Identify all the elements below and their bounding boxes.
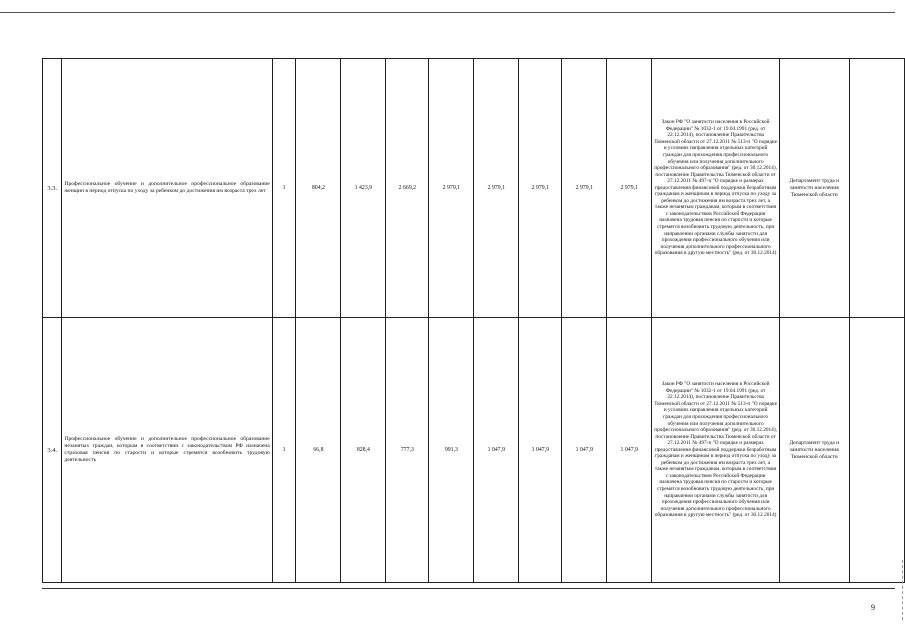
- responsible-department: Департамент труда и занятости населения Тюменской области: [780, 318, 850, 583]
- measure-name: Профессиональное обучение и дополнительное профессиональное образование незанятых граждан, которым в соответствии с законодательством РФ назначена страховая пенсия по старости и которые стремятся возобновить трудовую деятельность: [62, 318, 272, 583]
- bottom-rule: [42, 588, 895, 589]
- top-rule: [0, 12, 895, 13]
- value-cell: 804,2: [296, 59, 341, 318]
- value-cell: 1 423,9: [341, 59, 386, 318]
- value-cell: 777,3: [386, 318, 429, 583]
- table-row: [43, 318, 905, 583]
- program-table: [42, 58, 905, 583]
- value-cell: 66,8: [296, 318, 341, 583]
- table-row: [43, 59, 905, 318]
- empty-cell: [849, 318, 904, 583]
- value-cell: 828,4: [341, 318, 386, 583]
- value-cell: 2 979,1: [607, 59, 652, 318]
- unit-cell: 1: [272, 59, 296, 318]
- row-number: 3.3.: [43, 59, 62, 318]
- responsible-department: Департамент труда и занятости населения Тюменской области: [780, 59, 850, 318]
- value-cell: 2 669,2: [386, 59, 429, 318]
- value-cell: 2 979,1: [429, 59, 474, 318]
- unit-cell: 1: [272, 318, 296, 583]
- value-cell: 2 979,1: [519, 59, 562, 318]
- row-number: 3.4.: [43, 318, 62, 583]
- value-cell: 1 047,9: [519, 318, 562, 583]
- value-cell: 1 047,9: [562, 318, 607, 583]
- value-cell: 2 979,1: [474, 59, 519, 318]
- value-cell: 2 979,1: [562, 59, 607, 318]
- value-cell: 991,3: [429, 318, 474, 583]
- value-cell: 1 047,9: [607, 318, 652, 583]
- legal-basis: Закон РФ "О занятости населения в Российской Федерации" № 1032-1 от 19.04.1991 (ред. от 22.12.2014), постановление Правительства Тюменской области от 27.12.2011 № 513-п "О порядке и условиях направления отдельных категорий граждан для прохождения профессионального обучения или получения дополнительного профессионального образования" (ред. от 30.12.2014), постановление Правительства Тюменской области от 27.12.2011 № 497-п "О порядке и размерах предоставления финансовой поддержки безработным гражданам и женщинам в период отпуска по уходу за ребенком до достижения им возраста трех лет, а также незанятым гражданам, которым в соответствии с законодательством Российской Федерации назначена трудовая пенсия по старости и которые стремятся возобновить трудовую деятельность, при направлении органами службы занятости для прохождения профессионального обучения или получения дополнительного профессионального образования в другую местность" (ред. от 30.12.2014): [652, 59, 780, 318]
- empty-cell: [849, 59, 904, 318]
- page-number: 9: [871, 603, 875, 612]
- measure-name: Профессиональное обучение и дополнительное профессиональное образование женщин в период отпуска по уходу за ребенком до достижения им возраста трех лет: [62, 59, 272, 318]
- legal-basis: Закон РФ "О занятости населения в Российской Федерации" № 1032-1 от 19.04.1991 (ред. от 22.12.2014), постановление Правительства Тюменской области от 27.12.2011 № 513-п "О порядке и условиях направления отдельных категорий граждан для прохождения профессионального обучения или получения дополнительного профессионального образования" (ред. от 30.12.2014), постановление Правительства Тюменской области от 27.12.2011 № 497-п "О порядке и размерах предоставления финансовой поддержки безработным гражданам и женщинам в период отпуска по уходу за ребенком до достижения им возраста трех лет, а также незанятым гражданам, которым в соответствии с законодательством Российской Федерации назначена трудовая пенсия по старости и которые стремятся возобновить трудовую деятельность, при направлении органами службы занятости для прохождения профессионального обучения или получения дополнительного профессионального образования в другую местность" (ред. от 30.12.2014): [652, 318, 780, 583]
- value-cell: 1 047,9: [474, 318, 519, 583]
